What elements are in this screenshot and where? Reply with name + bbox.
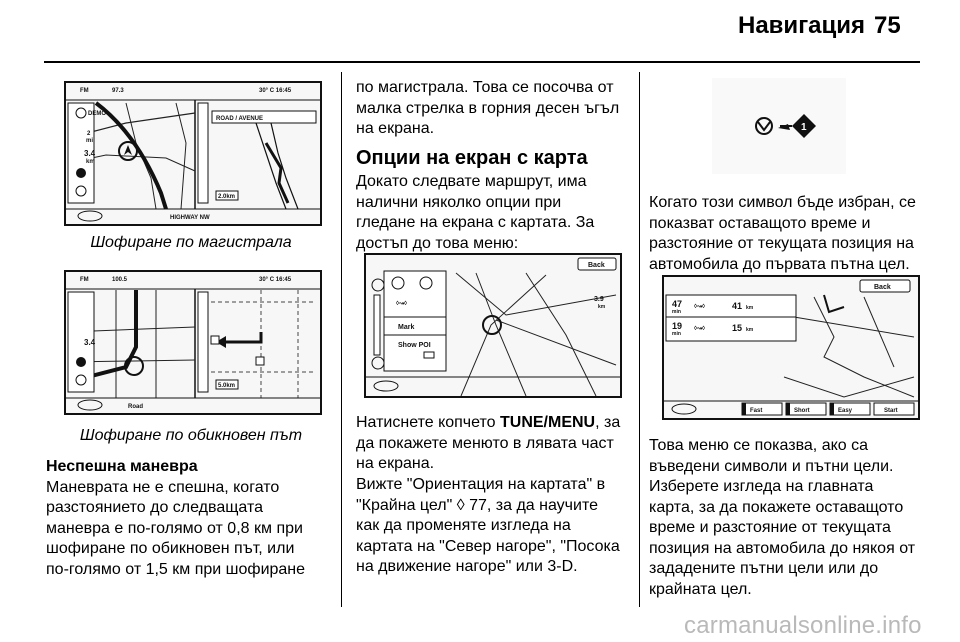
menu-item-show-poi[interactable]: Show POI [398,342,431,349]
distance-unit-2: km [86,159,95,165]
body-line: крайната цел. [649,580,752,598]
body-line: Изберете изгледа на главната [649,478,874,495]
row2-distance-unit: km [746,327,754,333]
body-line: разстоянието до следващата [46,499,263,516]
body-line: на екрана. [356,455,435,472]
back-button[interactable]: Back [588,262,605,269]
status-temp-time: 30° C 16:45 [259,277,292,283]
column-divider-1 [341,72,342,607]
route-button-short[interactable]: Short [794,408,810,414]
route-button-fast[interactable]: Fast [750,408,763,414]
status-temp-time: 30° C 16:45 [259,88,292,94]
road-avenue-label: ROAD / AVENUE [216,116,264,122]
svg-text:◊↝◊: ◊↝◊ [396,301,407,307]
body-line: гледане на екрана с картата. За [356,214,595,231]
body-line: по-голямо от 1,5 км при шофиране [46,560,306,578]
road-driving-screen [64,270,322,415]
paragraph-intro [356,172,634,254]
body-line: Когато този символ бъде избран, се [649,194,916,211]
body-line: автомобила до първата пътна цел. [649,255,910,273]
body-line [356,413,636,434]
header-rule [44,61,920,63]
distance-value-2: 3.4 [84,149,96,158]
paragraph-continued [356,78,634,140]
route-button-easy[interactable]: Easy [838,408,853,414]
row2-time-unit: min [672,331,681,337]
body-line: разстояние от текущата позиция на [649,235,914,252]
body-line: позиция на автомобила до някоя от [649,539,916,557]
map-options-screen [364,253,622,398]
row1-distance-unit: km [746,305,754,311]
column-divider-2 [639,72,640,607]
status-frequency: 100.5 [112,277,128,283]
row1-time-unit: min [672,309,681,315]
figure-caption-road: Шофиране по обикновен път [79,427,303,444]
row1-time: 47 [672,299,683,309]
body-line: да покажете менюто в лявата част [356,434,614,452]
body-line: на екрана. [356,120,435,137]
page-number: 75 [874,12,901,39]
body-line: маневра е по-голямо от 0,8 км при [46,519,303,537]
body-line: шофиране по обикновен път, или [46,540,295,557]
highway-driving-screen [64,81,322,226]
svg-text:1: 1 [801,122,807,133]
body-text: Натиснете копчето [356,414,500,431]
page-title: Навигация [738,12,866,39]
svg-text:◊↝◊: ◊↝◊ [694,304,705,310]
paragraph-see [356,475,636,578]
body-line: Докато следвате маршрут, има [356,173,587,190]
body-line: Това меню се показва, ако са [649,437,869,454]
paragraph-press [356,413,636,475]
svg-text:◊↝◊: ◊↝◊ [694,326,705,332]
destination-symbol-figure [712,78,846,174]
body-line: малка стрелка в горния десен ъгъл [356,99,620,117]
paragraph-menu [649,436,929,600]
body-line: по магистрала. Това се посочва от [356,79,614,96]
distance-value: 3.4 [84,338,96,347]
menu-item-mark[interactable]: Mark [398,324,415,331]
row2-distance: 15 [732,323,743,333]
tune-menu-key: TUNE/MENU [500,414,596,431]
scale-label: 5.0km [218,383,236,389]
route-button-start[interactable]: Start [884,408,898,414]
body-line: достъп до това меню: [356,234,519,252]
body-line: как да променяте изгледа на [356,517,571,534]
figure-caption-highway: Шофиране по магистрала [90,234,292,251]
watermark: carmanualsonline.info [684,612,922,639]
body-line: налични няколко опции при [356,193,562,211]
current-road-label: HIGHWAY NW [170,215,210,221]
distance-unit: km [598,304,606,310]
distance-unit: mi [86,138,94,144]
body-line: карта, за да покажете оставащото [649,498,904,516]
distance-value: 2 [87,131,91,137]
status-band: FM [80,88,89,94]
body-line: на движение нагоре" или 3-D. [356,558,578,575]
scale-label: 2.0km [218,194,236,200]
row2-time: 19 [672,321,683,331]
body-line: картата на "Север нагоре", "Посока [356,537,620,555]
body-line: въведени символи и пътни цели. [649,457,894,475]
body-line: време и разстояние от текущата [649,519,891,536]
demo-label: DEMO [88,111,106,117]
status-frequency: 97.3 [112,88,124,94]
section-non-urgent [46,457,336,580]
body-line: зададените пътни цели или до [649,560,879,577]
section-heading: Неспешна маневра [46,458,198,475]
row1-distance: 41 [732,301,743,311]
body-text: , за [595,414,621,431]
body-line: Маневрата не е спешна, когато [46,478,280,496]
distance-value: 3.9 [594,296,604,303]
status-band: FM [80,277,89,283]
body-line: Вижте "Ориентация на картата" в [356,476,606,493]
back-button[interactable]: Back [874,284,891,291]
destination-flag-icon [756,114,816,138]
current-road-label: Road [128,404,143,410]
route-options-screen [662,275,920,420]
paragraph-symbol [649,193,929,275]
body-line: показват оставащото време и [649,214,871,232]
section-heading-map-options: Опции на екран с карта [356,147,588,169]
body-line: "Крайна цел" ◊ 77, за да научите [356,496,598,514]
